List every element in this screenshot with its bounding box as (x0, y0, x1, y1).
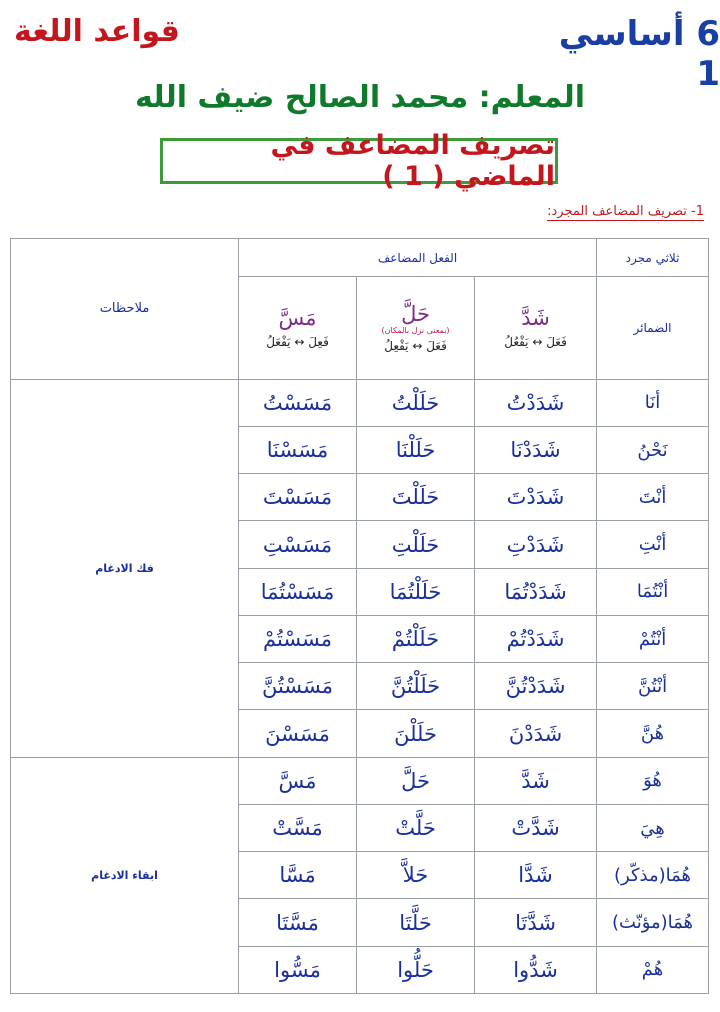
pronoun-cell: هُمْ (597, 946, 709, 993)
pronoun-cell: هُوَ (597, 757, 709, 804)
form-cell: حَلاَّ (357, 852, 475, 899)
form-cell: مَسَّتْ (239, 804, 357, 851)
teacher-name: المعلم: محمد الصالح ضيف الله (135, 80, 585, 115)
pronoun-cell: هُمَا(مذكّر) (597, 852, 709, 899)
verb-header-shadda (475, 277, 597, 380)
pronoun-cell: أنَا (597, 379, 709, 426)
pronoun-cell: هُنَّ (597, 710, 709, 757)
form-cell: حَلَلْتُمْ (357, 615, 475, 662)
form-cell: حَلَلْتِ (357, 521, 475, 568)
verb-label: مَسَّ (278, 306, 317, 331)
form-cell: حَلُّوا (357, 946, 475, 993)
lesson-title: تصريف المضاعف في الماضي ( 1 ) (270, 130, 555, 192)
header-pronouns: الضمائر (597, 277, 709, 380)
pronoun-cell: أنْتُنَّ (597, 663, 709, 710)
lesson-title-box (160, 130, 558, 192)
form-cell: شَدُّوا (475, 946, 597, 993)
verb-pattern: فَعَلَ ↔ يَفْعُلُ (504, 334, 567, 349)
form-cell: مَسَسْنَ (239, 710, 357, 757)
form-cell: شَدَّتَا (475, 899, 597, 946)
pronoun-cell: أنْتَ (597, 474, 709, 521)
verb-pattern: فَعَلَ ↔ يَفْعِلُ (384, 339, 447, 353)
verb-header-halla (357, 277, 475, 380)
form-cell: حَلَلْنَا (357, 426, 475, 473)
form-cell: حَلَلْنَ (357, 710, 475, 757)
form-cell: مَسَّا (239, 852, 357, 899)
section-title: 1- تصريف المضاعف المجرد: (547, 204, 704, 219)
form-cell: شَدَدْتُمْ (475, 615, 597, 662)
form-cell: شَدَّا (475, 852, 597, 899)
verb-label: حَلَّ (401, 301, 430, 326)
verb-meaning-note: (بمعنى نزل بالمكان) (381, 326, 450, 335)
form-cell: حَلَّتْ (357, 804, 475, 851)
form-cell: مَسَسْنَا (239, 426, 357, 473)
form-cell: حَلَلْتُ (357, 379, 475, 426)
form-cell: مَسَسْتُنَّ (239, 663, 357, 710)
pronoun-cell: أنْتِ (597, 521, 709, 568)
pronoun-cell: أنْتُمْ (597, 615, 709, 662)
form-cell: حَلَلْتُمَا (357, 568, 475, 615)
header-doubled-verb: الفعل المضاعف (239, 239, 597, 277)
form-cell: شَدَدْتُنَّ (475, 663, 597, 710)
form-cell: حَلَّ (357, 757, 475, 804)
subject-title: قواعد اللغة (14, 14, 180, 49)
form-cell: شَدَّتْ (475, 804, 597, 851)
pronoun-cell: هِيَ (597, 804, 709, 851)
form-cell: مَسُّوا (239, 946, 357, 993)
grade-label: 6 أساسي 1 (558, 14, 720, 94)
form-cell: مَسَسْتَ (239, 474, 357, 521)
header-notes: ملاحظات (11, 239, 239, 380)
form-cell: حَلَلْتُنَّ (357, 663, 475, 710)
note-merged: ابقاء الادغام (11, 757, 239, 993)
verb-label: شَدَّ (521, 306, 550, 331)
form-cell: شَدَدْنَا (475, 426, 597, 473)
form-cell: مَسَسْتِ (239, 521, 357, 568)
table-row (11, 757, 709, 804)
pronoun-cell: هُمَا(مؤنّث) (597, 899, 709, 946)
form-cell: شَدَدْنَ (475, 710, 597, 757)
form-cell: شَدَدْتُمَا (475, 568, 597, 615)
verb-pattern: فَعِلَ ↔ يَفْعَلُ (266, 334, 329, 349)
verb-header-massa (239, 277, 357, 380)
form-cell: شَدَدْتَ (475, 474, 597, 521)
header-trilateral: ثلاثي مجرد (597, 239, 709, 277)
form-cell: حَلَلْتَ (357, 474, 475, 521)
table-header-row (11, 239, 709, 277)
form-cell: شَدَدْتِ (475, 521, 597, 568)
table-row (11, 379, 709, 426)
pronoun-cell: أنْتُمَا (597, 568, 709, 615)
form-cell: شَدَّ (475, 757, 597, 804)
form-cell: مَسَسْتُمْ (239, 615, 357, 662)
note-unmerged: فك الادغام (11, 379, 239, 757)
form-cell: مَسَّ (239, 757, 357, 804)
form-cell: حَلَّتَا (357, 899, 475, 946)
conjugation-table (10, 238, 709, 994)
form-cell: مَسَسْتُ (239, 379, 357, 426)
form-cell: مَسَّتَا (239, 899, 357, 946)
form-cell: مَسَسْتُمَا (239, 568, 357, 615)
pronoun-cell: نَحْنُ (597, 426, 709, 473)
form-cell: شَدَدْتُ (475, 379, 597, 426)
